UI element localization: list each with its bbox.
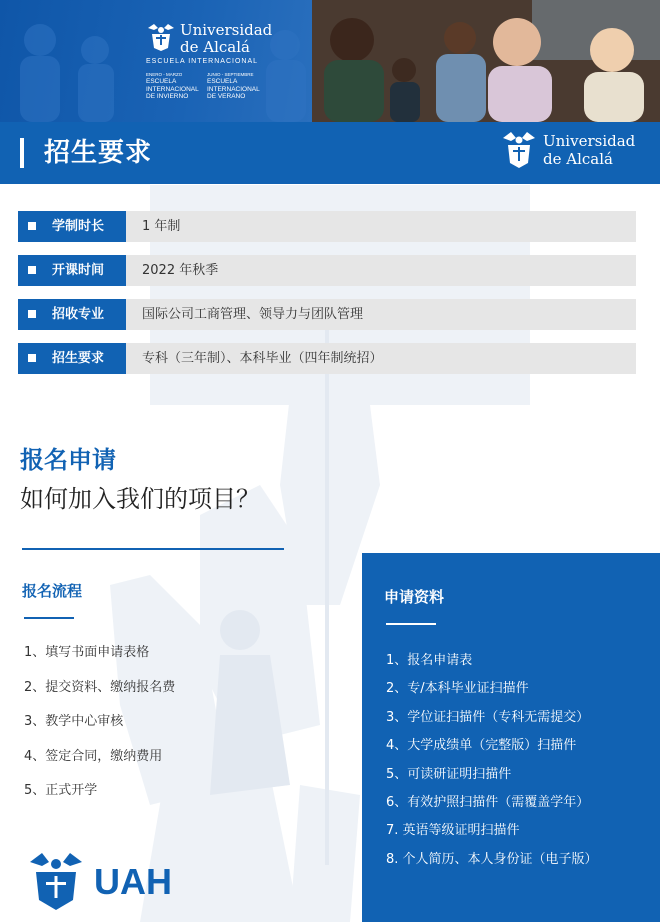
hero-banner bbox=[0, 0, 660, 122]
winter-line2: INTERNACIONAL bbox=[146, 85, 199, 93]
students-photo-figures bbox=[312, 0, 660, 122]
application-title: 报名申请 bbox=[20, 446, 116, 474]
application-divider bbox=[22, 548, 284, 550]
materials-item: 4、大学成绩单（完整版）扫描件 bbox=[386, 738, 577, 754]
hero-university-line2: de Alcalá bbox=[180, 38, 250, 56]
header-university-name bbox=[543, 132, 635, 168]
process-step: 1、填写书面申请表格 bbox=[24, 645, 150, 660]
header-university-line1: Universidad bbox=[543, 132, 636, 150]
university-crest-icon bbox=[502, 130, 536, 170]
materials-item: 3、学位证扫描件（专科无需提交） bbox=[386, 709, 590, 725]
materials-item: 5、可读研证明扫描件 bbox=[386, 766, 512, 782]
info-value: 1 年制 bbox=[142, 219, 181, 234]
info-row-start-time bbox=[18, 255, 636, 286]
info-value: 专科（三年制）、本科毕业（四年制统招） bbox=[142, 351, 383, 366]
info-label: 招生要求 bbox=[52, 351, 105, 366]
winter-line3: DE INVIERNO bbox=[146, 93, 189, 100]
square-bullet-icon bbox=[28, 266, 36, 274]
process-divider bbox=[24, 617, 74, 619]
process-step: 3、教学中心审核 bbox=[24, 714, 124, 729]
info-label: 学制时长 bbox=[52, 219, 105, 234]
hero-winter-school bbox=[146, 72, 199, 101]
hero-brand-panel bbox=[0, 0, 312, 122]
header-accent-bar bbox=[20, 138, 24, 168]
materials-item: 1、报名申请表 bbox=[386, 653, 473, 668]
admission-header-bar bbox=[0, 122, 660, 184]
process-step: 4、签定合同，缴纳费用 bbox=[24, 748, 163, 764]
info-tag bbox=[18, 299, 126, 330]
application-subtitle: 如何加入我们的项目？ bbox=[20, 485, 260, 513]
hero-university-line1: Universidad bbox=[180, 21, 273, 39]
materials-panel bbox=[362, 553, 660, 922]
info-value: 2022 年秋季 bbox=[142, 263, 219, 278]
process-steps-list bbox=[24, 643, 175, 816]
summer-line1: ESCUELA bbox=[207, 78, 238, 85]
process-step: 2、提交资料、缴纳报名费 bbox=[24, 679, 176, 695]
winter-line1: ESCUELA bbox=[146, 78, 177, 85]
materials-list bbox=[386, 651, 598, 878]
materials-item: 8. 个人简历、本人身份证（电子版） bbox=[386, 851, 598, 867]
uah-logo-text: UAH bbox=[94, 861, 172, 902]
page-title: 招生要求 bbox=[44, 138, 153, 168]
materials-item: 7. 英语等级证明扫描件 bbox=[386, 823, 520, 839]
square-bullet-icon bbox=[28, 310, 36, 318]
hero-summer-school bbox=[207, 72, 260, 101]
info-label: 开课时间 bbox=[52, 263, 105, 278]
info-label: 招收专业 bbox=[52, 307, 105, 322]
info-tag bbox=[18, 211, 126, 242]
summer-line2: INTERNACIONAL bbox=[207, 85, 260, 93]
materials-item: 2、专/本科毕业证扫描件 bbox=[386, 681, 529, 697]
info-row-duration bbox=[18, 211, 636, 242]
winter-months: ENERO - MARZO bbox=[146, 72, 183, 77]
materials-title: 申请资料 bbox=[384, 588, 445, 606]
summer-months: JUNIO - SEPTIEMBRE bbox=[207, 72, 254, 77]
square-bullet-icon bbox=[28, 222, 36, 230]
materials-item: 6、有效护照扫描件（需覆盖学年） bbox=[386, 794, 590, 810]
summer-line3: DE VERANO bbox=[207, 93, 246, 100]
hero-school-name: ESCUELA INTERNACIONAL bbox=[146, 58, 259, 65]
square-bullet-icon bbox=[28, 354, 36, 362]
info-row-majors bbox=[18, 299, 636, 330]
info-tag bbox=[18, 343, 126, 374]
header-university-line2: de Alcalá bbox=[543, 150, 613, 168]
university-crest-icon bbox=[146, 22, 176, 52]
materials-divider bbox=[386, 623, 436, 625]
info-tag bbox=[18, 255, 126, 286]
process-step: 5、正式开学 bbox=[24, 783, 98, 798]
uah-crest-icon bbox=[28, 850, 84, 912]
info-row-requirements bbox=[18, 343, 636, 374]
students-photo bbox=[312, 0, 660, 122]
hero-university-name bbox=[180, 22, 272, 56]
process-title: 报名流程 bbox=[22, 582, 83, 600]
info-value: 国际公司工商管理、领导力与团队管理 bbox=[142, 307, 364, 322]
